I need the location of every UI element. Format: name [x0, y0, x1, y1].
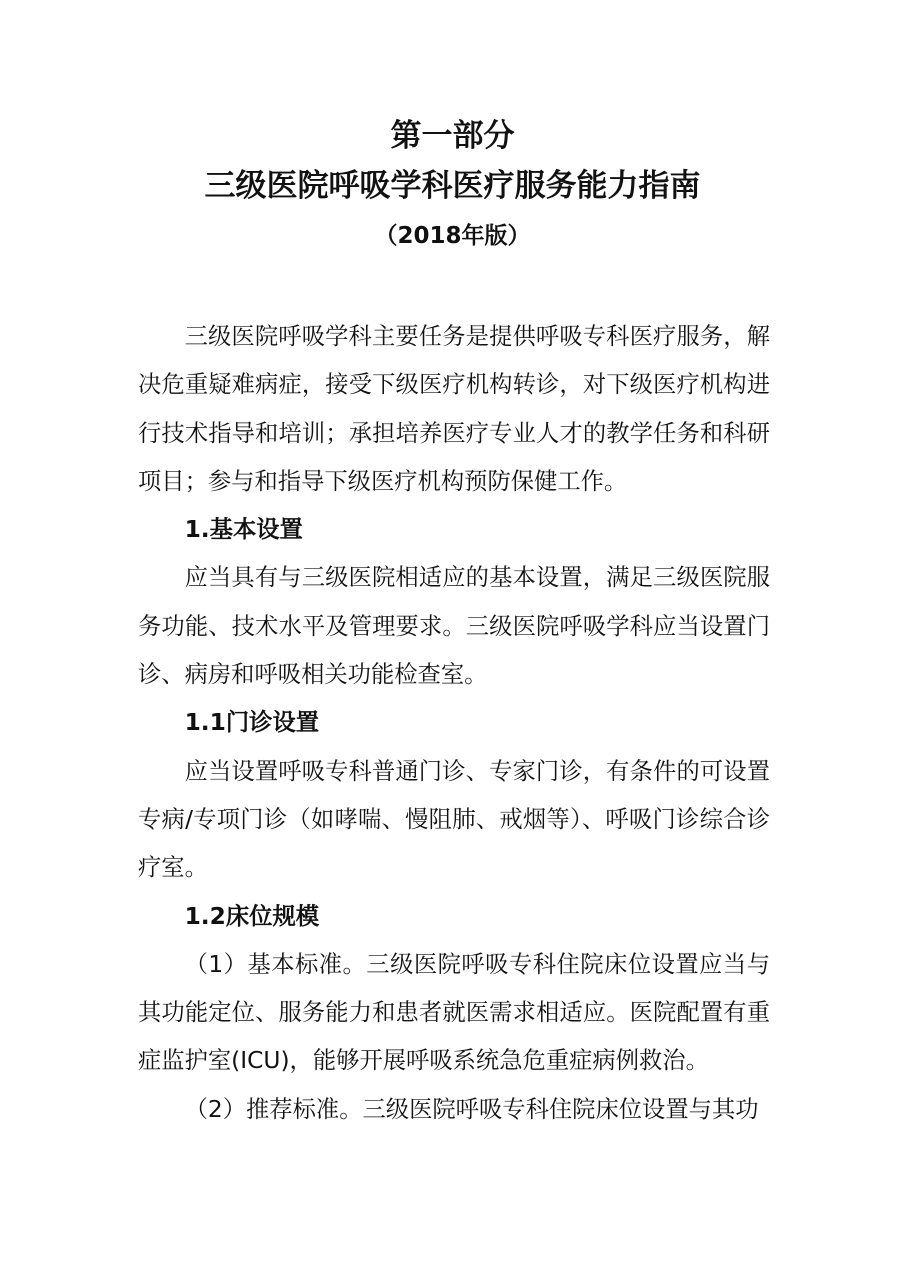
edition-label: （2018年版）	[374, 223, 531, 249]
bed-recommended-standard-paragraph: （2）推荐标准。三级医院呼吸专科住院床位设置与其功	[184, 1095, 759, 1123]
document-body	[138, 313, 770, 1134]
intro-paragraph: 三级医院呼吸学科主要任务是提供呼吸专科医疗服务，解决危重疑难病症，接受下级医疗机构转诊，对下级医疗机构进行技术指导和培训；承担培养医疗专业人才的教学任务和科研项目；参与和指导下级医疗机构预防保健工作。	[138, 323, 770, 495]
basic-setup-paragraph: 应当具有与三级医院相适应的基本设置，满足三级医院服务功能、技术水平及管理要求。三级医院呼吸学科应当设置门诊、病房和呼吸相关功能检查室。	[138, 564, 770, 689]
part-title: 第一部分	[390, 118, 515, 154]
main-title: 三级医院呼吸学科医疗服务能力指南	[204, 168, 701, 204]
outpatient-paragraph: 应当设置呼吸专科普通门诊、专家门诊，有条件的可设置专病/专项门诊（如哮喘、慢阻肺、戒烟等）、呼吸门诊综合诊疗室。	[138, 757, 770, 882]
section-heading-outpatient: 1.1门诊设置	[184, 709, 320, 737]
bed-basic-standard-paragraph: （1）基本标准。三级医院呼吸专科住院床位设置应当与其功能定位、服务能力和患者就医需求相适应。医院配置有重症监护室(ICU)，能够开展呼吸系统急危重症病例救治。	[138, 950, 770, 1075]
section-heading-bed-scale: 1.2床位规模	[184, 902, 320, 930]
section-heading-basic-setup: 1.基本设置	[184, 516, 303, 544]
